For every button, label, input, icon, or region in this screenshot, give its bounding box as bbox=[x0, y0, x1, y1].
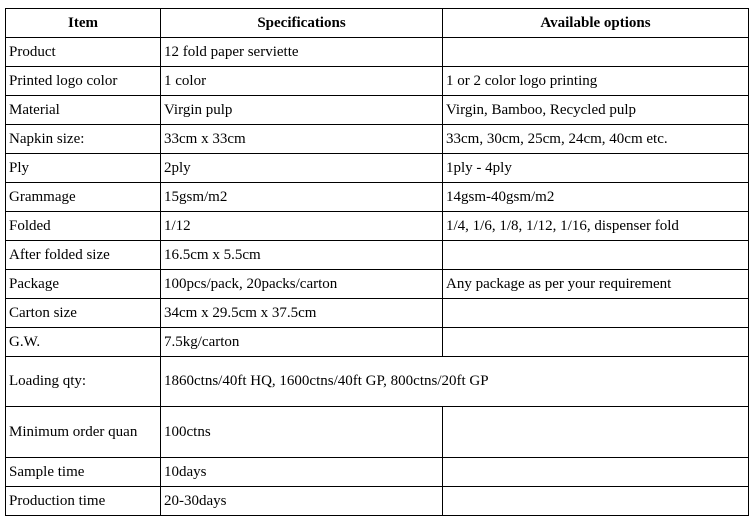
cell-option bbox=[443, 328, 749, 357]
cell-spec: Virgin pulp bbox=[161, 96, 443, 125]
cell-item: Ply bbox=[6, 154, 161, 183]
table-row bbox=[6, 125, 749, 154]
cell-spec: 100ctns bbox=[161, 407, 443, 458]
table-row bbox=[6, 299, 749, 328]
cell-spec: 33cm x 33cm bbox=[161, 125, 443, 154]
table-row bbox=[6, 487, 749, 516]
cell-item: Printed logo color bbox=[6, 67, 161, 96]
cell-item: Package bbox=[6, 270, 161, 299]
cell-item: Material bbox=[6, 96, 161, 125]
table-row bbox=[6, 270, 749, 299]
cell-item: Sample time bbox=[6, 458, 161, 487]
table-row bbox=[6, 458, 749, 487]
table-row bbox=[6, 357, 749, 407]
header-row bbox=[6, 9, 749, 38]
cell-spec: 2ply bbox=[161, 154, 443, 183]
cell-spec: 7.5kg/carton bbox=[161, 328, 443, 357]
cell-item: Product bbox=[6, 38, 161, 67]
cell-spec: 10days bbox=[161, 458, 443, 487]
cell-item: Folded bbox=[6, 212, 161, 241]
cell-item: Minimum order quan bbox=[6, 407, 161, 458]
table-row bbox=[6, 67, 749, 96]
table-row bbox=[6, 38, 749, 67]
table-row bbox=[6, 241, 749, 270]
cell-option: 14gsm-40gsm/m2 bbox=[443, 183, 749, 212]
cell-option: 1 or 2 color logo printing bbox=[443, 67, 749, 96]
cell-spec: 34cm x 29.5cm x 37.5cm bbox=[161, 299, 443, 328]
cell-option bbox=[443, 241, 749, 270]
cell-option: Any package as per your requirement bbox=[443, 270, 749, 299]
cell-option bbox=[443, 407, 749, 458]
cell-item: Carton size bbox=[6, 299, 161, 328]
specification-table bbox=[5, 8, 749, 516]
cell-item: Loading qty: bbox=[6, 357, 161, 407]
cell-item: Grammage bbox=[6, 183, 161, 212]
cell-spec: 16.5cm x 5.5cm bbox=[161, 241, 443, 270]
table-row bbox=[6, 96, 749, 125]
cell-spec: 15gsm/m2 bbox=[161, 183, 443, 212]
table-row bbox=[6, 212, 749, 241]
cell-option bbox=[443, 38, 749, 67]
cell-item: Napkin size: bbox=[6, 125, 161, 154]
header-available-options: Available options bbox=[443, 9, 749, 38]
cell-option: 33cm, 30cm, 25cm, 24cm, 40cm etc. bbox=[443, 125, 749, 154]
cell-item: After folded size bbox=[6, 241, 161, 270]
cell-spec: 100pcs/pack, 20packs/carton bbox=[161, 270, 443, 299]
cell-option: Virgin, Bamboo, Recycled pulp bbox=[443, 96, 749, 125]
cell-spec: 12 fold paper serviette bbox=[161, 38, 443, 67]
table-row bbox=[6, 183, 749, 212]
table-row bbox=[6, 154, 749, 183]
cell-option bbox=[443, 299, 749, 328]
table-row bbox=[6, 328, 749, 357]
cell-spec: 20-30days bbox=[161, 487, 443, 516]
cell-spec: 1 color bbox=[161, 67, 443, 96]
cell-option: 1/4, 1/6, 1/8, 1/12, 1/16, dispenser fold bbox=[443, 212, 749, 241]
cell-spec: 1860ctns/40ft HQ, 1600ctns/40ft GP, 800ctns/20ft GP bbox=[161, 357, 749, 407]
cell-spec: 1/12 bbox=[161, 212, 443, 241]
header-item: Item bbox=[6, 9, 161, 38]
cell-item: G.W. bbox=[6, 328, 161, 357]
cell-option bbox=[443, 458, 749, 487]
table-row bbox=[6, 407, 749, 458]
cell-option bbox=[443, 487, 749, 516]
header-specifications: Specifications bbox=[161, 9, 443, 38]
cell-item: Production time bbox=[6, 487, 161, 516]
cell-option: 1ply - 4ply bbox=[443, 154, 749, 183]
